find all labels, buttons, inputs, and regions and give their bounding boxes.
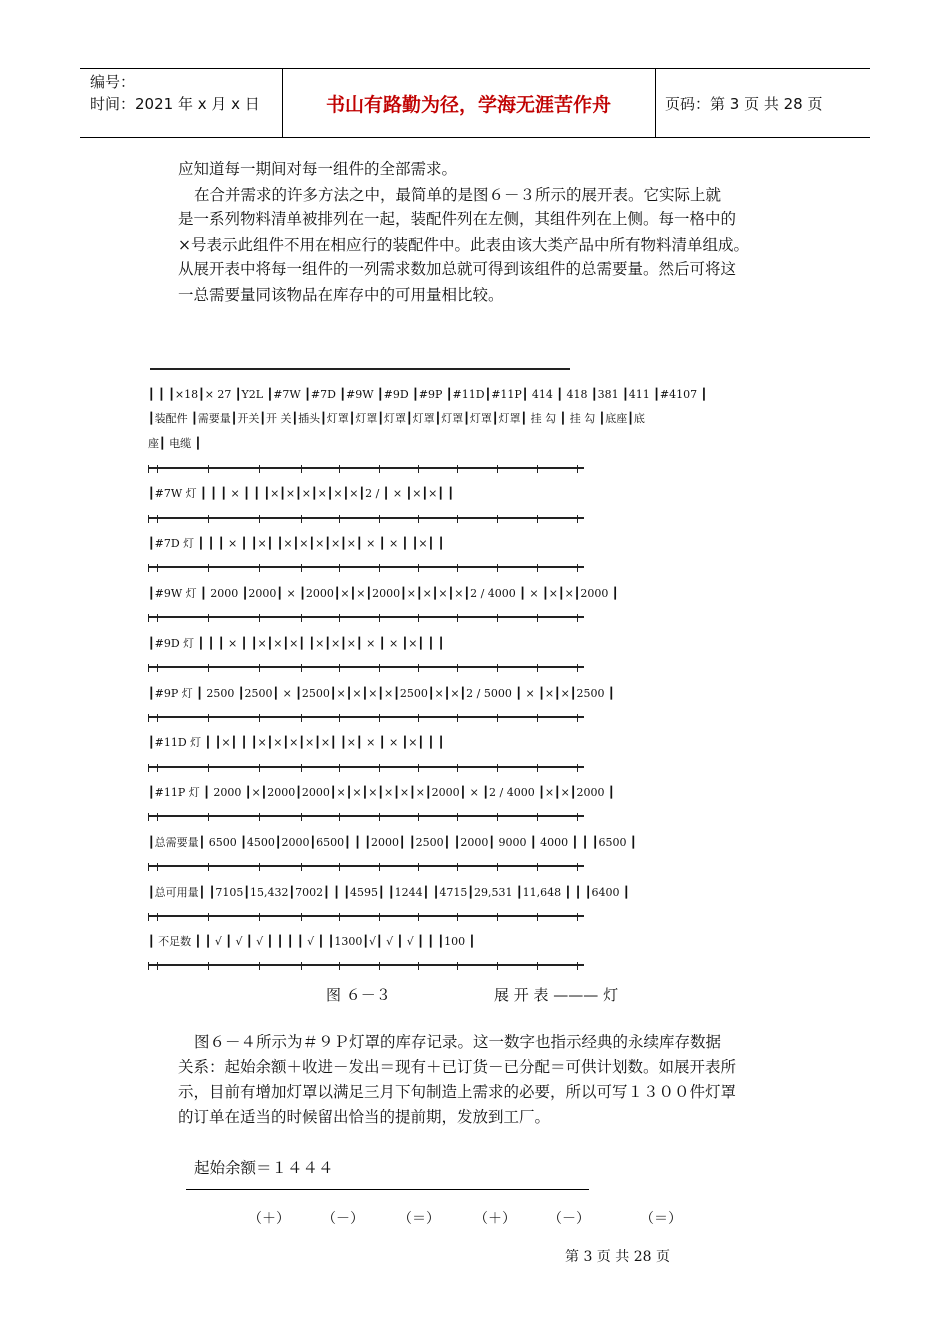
table-rule-tick: [157, 614, 158, 622]
table-rule-tick: [301, 664, 302, 672]
table-rule-tick: [457, 813, 458, 821]
table-rule-tick: [577, 664, 578, 672]
table-row: ┃总需要量┃ 6500 ┃4500┃2000┃6500┃ ┃ ┃2000┃ ┃2500┃ ┃2000┃ 9000 ┃ 4000 ┃ ┃ ┃6500 ┃: [148, 836, 637, 849]
table-row: ┃#9W 灯 ┃ 2000 ┃2000┃ × ┃2000┃×┃×┃2000┃×┃×┃×┃×┃2 / 4000 ┃ × ┃×┃×┃2000 ┃: [148, 587, 619, 600]
table-top-rule: [150, 368, 570, 370]
table-rule: [148, 616, 584, 618]
table-rule-tick: [379, 664, 380, 672]
sign-plus: （＋）: [248, 1211, 290, 1227]
header-motto: 书山有路勤为径，学海无涯苦作舟: [325, 93, 611, 116]
table-rule-tick: [148, 962, 149, 970]
table-rule-tick: [148, 465, 149, 473]
table-rule-tick: [577, 764, 578, 772]
table-rule-tick: [497, 564, 498, 572]
table-rule: [148, 865, 584, 867]
document-number-label: 编号：: [90, 73, 136, 91]
table-rule-tick: [379, 863, 380, 871]
table-rule-tick: [157, 962, 158, 970]
table-rule-tick: [497, 962, 498, 970]
body-line: ×号表示此组件不用在相应行的装配件中。此表由该大类产品中所有物料清单组成。: [178, 236, 749, 254]
table-rule-tick: [301, 614, 302, 622]
table-rule-tick: [301, 913, 302, 921]
table-rule-tick: [418, 614, 419, 622]
table-rule-tick: [537, 863, 538, 871]
body-line: 是一系列物料清单被排列在一起，装配件列在左侧，其组件列在上侧。每一格中的: [178, 210, 737, 228]
table-rule-tick: [157, 664, 158, 672]
table-row: ┃#11P 灯 ┃ 2000 ┃×┃2000┃2000┃×┃×┃×┃×┃×┃×┃2000┃ × ┃2 / 4000 ┃×┃×┃2000 ┃: [148, 786, 615, 799]
table-rule-tick: [339, 863, 340, 871]
table-rule-tick: [157, 913, 158, 921]
table-rule-tick: [301, 813, 302, 821]
table-rule-tick: [157, 564, 158, 572]
table-rule-tick: [157, 714, 158, 722]
table-row: ┃#7D 灯 ┃ ┃ ┃ × ┃ ┃×┃ ┃×┃×┃×┃×┃×┃ × ┃ × ┃ ┃×┃ ┃: [148, 537, 445, 550]
table-rule-tick: [379, 614, 380, 622]
table-rule-tick: [208, 962, 209, 970]
sign-minus: （－）: [322, 1211, 364, 1227]
header-meta: [90, 71, 260, 115]
page-header: [80, 68, 870, 138]
table-rule-tick: [259, 465, 260, 473]
table-rule-tick: [301, 564, 302, 572]
table-rule-tick: [537, 664, 538, 672]
table-row: ┃#9P 灯 ┃ 2500 ┃2500┃ × ┃2500┃×┃×┃×┃×┃2500┃×┃×┃2 / 5000 ┃ × ┃×┃×┃2500 ┃: [148, 687, 615, 700]
table-rule-tick: [457, 764, 458, 772]
table-rule-tick: [537, 962, 538, 970]
header-divider: [655, 69, 656, 137]
table-rule-tick: [537, 813, 538, 821]
table-rule-tick: [418, 962, 419, 970]
table-rule-tick: [259, 614, 260, 622]
table-row: ┃ 不足数 ┃ ┃ √ ┃ √ ┃ √ ┃ ┃ ┃ ┃ √ ┃ ┃1300┃√┃ √ ┃ √ ┃ ┃ ┃100 ┃: [148, 935, 476, 948]
table-rule: [148, 915, 584, 917]
table-rule-tick: [148, 764, 149, 772]
table-rule-tick: [537, 714, 538, 722]
table-rule-tick: [208, 813, 209, 821]
table-rule: [148, 517, 584, 519]
table-header-row: 座┃ 电缆 ┃: [148, 437, 202, 450]
table-rule-tick: [418, 913, 419, 921]
table-rule-tick: [457, 962, 458, 970]
table-rule-tick: [577, 515, 578, 523]
figure-number: 图 ６－３: [326, 986, 391, 1004]
sign-minus: （－）: [548, 1211, 590, 1227]
table-rule-tick: [379, 515, 380, 523]
table-rule: [148, 766, 584, 768]
table-rule-tick: [339, 813, 340, 821]
table-rule-tick: [577, 714, 578, 722]
table-rule-tick: [301, 714, 302, 722]
table-row: ┃#9D 灯 ┃ ┃ ┃ × ┃ ┃×┃×┃×┃ ┃×┃×┃×┃ × ┃ × ┃×┃ ┃ ┃: [148, 637, 445, 650]
table-rule-tick: [379, 962, 380, 970]
table-rule-tick: [259, 664, 260, 672]
table-rule-tick: [497, 515, 498, 523]
table-rule-tick: [418, 515, 419, 523]
table-rule-tick: [148, 564, 149, 572]
table-rule-tick: [537, 913, 538, 921]
table-rule-tick: [497, 764, 498, 772]
table-rule-tick: [339, 764, 340, 772]
table-rule-tick: [457, 913, 458, 921]
header-page-info: 页码：第 3 页 共 28 页: [665, 95, 823, 113]
table-rule-tick: [497, 714, 498, 722]
table-rule-tick: [148, 913, 149, 921]
table-rule-tick: [208, 515, 209, 523]
table-rule-tick: [537, 614, 538, 622]
table-rule-tick: [208, 714, 209, 722]
table-rule-tick: [208, 863, 209, 871]
table-rule-tick: [301, 764, 302, 772]
body-line: 一总需要量同该物品在库存中的可用量相比较。: [178, 286, 504, 304]
document-date: 时间：2021 年 x 月 x 日: [90, 95, 260, 113]
table-rule-tick: [577, 564, 578, 572]
table-rule-tick: [497, 614, 498, 622]
table-rule-tick: [339, 664, 340, 672]
table-rule: [148, 716, 584, 718]
table-rule-tick: [457, 465, 458, 473]
table-rule-tick: [379, 564, 380, 572]
table-rule-tick: [148, 863, 149, 871]
table-rule-tick: [339, 714, 340, 722]
table-rule-tick: [208, 664, 209, 672]
table-rule-tick: [208, 564, 209, 572]
sign-equals: （＝）: [640, 1211, 682, 1227]
table-rule-tick: [379, 764, 380, 772]
table-rule-tick: [457, 714, 458, 722]
table-rule-tick: [457, 664, 458, 672]
table-rule-tick: [148, 714, 149, 722]
table-rule-tick: [379, 465, 380, 473]
table-rule-tick: [339, 614, 340, 622]
table-rule-tick: [577, 913, 578, 921]
table-rule-tick: [339, 564, 340, 572]
table-rule-tick: [157, 863, 158, 871]
table-rule-tick: [497, 664, 498, 672]
table-rule-tick: [339, 962, 340, 970]
table-row: ┃#11D 灯 ┃ ┃×┃ ┃ ┃×┃×┃×┃×┃×┃ ┃×┃ × ┃ × ┃×┃ ┃ ┃: [148, 736, 445, 749]
page-footer: 第 3 页 共 28 页: [565, 1249, 670, 1265]
start-balance: 起始余额＝１４４４: [194, 1159, 334, 1177]
table-rule-tick: [208, 913, 209, 921]
table-row: ┃总可用量┃ ┃7105┃15,432┃7002┃ ┃ ┃4595┃ ┃1244┃ ┃4715┃29,531 ┃11,648 ┃ ┃ ┃6400 ┃: [148, 886, 630, 899]
body-line: 示，目前有增加灯罩以满足三月下旬制造上需求的必要，所以可写１３００件灯罩: [178, 1083, 737, 1101]
table-rule-tick: [379, 714, 380, 722]
table-rule-tick: [339, 913, 340, 921]
sign-plus: （＋）: [474, 1211, 516, 1227]
table-rule-tick: [537, 465, 538, 473]
table-bottom-rule: [148, 964, 584, 966]
table-rule-tick: [259, 863, 260, 871]
table-rule-tick: [259, 764, 260, 772]
table-rule-tick: [157, 764, 158, 772]
table-rule-tick: [157, 465, 158, 473]
table-rule-tick: [148, 664, 149, 672]
table-rule-tick: [418, 714, 419, 722]
table-rule-tick: [208, 614, 209, 622]
table-rule-tick: [577, 962, 578, 970]
table-rule: [148, 666, 584, 668]
figure-title: 展 开 表 ——— 灯: [494, 986, 619, 1004]
table-rule-tick: [259, 813, 260, 821]
table-rule-tick: [577, 614, 578, 622]
table-rule-tick: [497, 465, 498, 473]
table-rule-tick: [497, 863, 498, 871]
body-line: 在合并需求的许多方法之中，最简单的是图６－３所示的展开表。它实际上就: [194, 186, 722, 204]
table-rule-tick: [301, 515, 302, 523]
table-rule-tick: [301, 863, 302, 871]
table-rule-tick: [457, 863, 458, 871]
table-rule-tick: [208, 764, 209, 772]
table-rule-tick: [379, 913, 380, 921]
table-rule-tick: [418, 813, 419, 821]
table-rule-tick: [577, 863, 578, 871]
table-rule-tick: [259, 962, 260, 970]
table-rule-tick: [259, 515, 260, 523]
table-rule: [148, 566, 584, 568]
table-rule-tick: [418, 664, 419, 672]
sign-equals: （＝）: [398, 1211, 440, 1227]
table-header-row: ┃ ┃ ┃×18┃× 27 ┃Y2L ┃#7W ┃#7D ┃#9W ┃#9D ┃#9P ┃#11D┃#11P┃ 414 ┃ 418 ┃381 ┃411 ┃#4107 ┃: [148, 388, 708, 401]
table-row: ┃#7W 灯 ┃ ┃ ┃ × ┃ ┃ ┃×┃×┃×┃×┃×┃×┃2 / ┃ × ┃×┃×┃ ┃: [148, 487, 455, 500]
table-rule: [148, 467, 584, 469]
body-line: 的订单在适当的时候留出恰当的提前期，发放到工厂。: [178, 1108, 551, 1126]
table-rule-tick: [497, 813, 498, 821]
table-rule-tick: [577, 813, 578, 821]
table-rule: [148, 815, 584, 817]
table-rule-tick: [301, 962, 302, 970]
table-rule-tick: [259, 913, 260, 921]
table-rule-tick: [301, 465, 302, 473]
table-rule-tick: [537, 764, 538, 772]
table-rule-tick: [148, 813, 149, 821]
table-rule-tick: [577, 465, 578, 473]
table-rule-tick: [339, 515, 340, 523]
table-rule-tick: [418, 564, 419, 572]
table-rule-tick: [418, 863, 419, 871]
table-rule-tick: [537, 515, 538, 523]
table-rule-tick: [148, 614, 149, 622]
table-header-row: ┃装配件 ┃需要量┃开关┃开 关┃插头┃灯罩┃灯罩┃灯罩┃灯罩┃灯罩┃灯罩┃灯罩┃ 挂 勾 ┃ 挂 勾 ┃底座┃底: [148, 412, 645, 425]
table-rule-tick: [457, 564, 458, 572]
table-rule-tick: [457, 614, 458, 622]
table-rule-tick: [457, 515, 458, 523]
body-line: 应知道每一期间对每一组件的全部需求。: [178, 160, 458, 178]
body-line: 关系：起始余额＋收进－发出＝现有＋已订货－已分配＝可供计划数。如展开表所: [178, 1058, 737, 1076]
table-rule-tick: [497, 913, 498, 921]
table-rule-tick: [418, 465, 419, 473]
table-rule-tick: [208, 465, 209, 473]
table-rule-tick: [339, 465, 340, 473]
table-rule-tick: [157, 515, 158, 523]
table-rule-tick: [148, 515, 149, 523]
table-rule-tick: [379, 813, 380, 821]
table-rule-tick: [537, 564, 538, 572]
body-line: 从展开表中将每一组件的一列需求数加总就可得到该组件的总需要量。然后可将这: [178, 260, 737, 278]
body-line: 图６－４所示为＃９Ｐ灯罩的库存记录。这一数字也指示经典的永续库存数据: [194, 1033, 722, 1051]
table-rule-tick: [259, 714, 260, 722]
record-rule: [186, 1189, 589, 1190]
table-rule-tick: [259, 564, 260, 572]
table-rule-tick: [418, 764, 419, 772]
table-rule-tick: [157, 813, 158, 821]
